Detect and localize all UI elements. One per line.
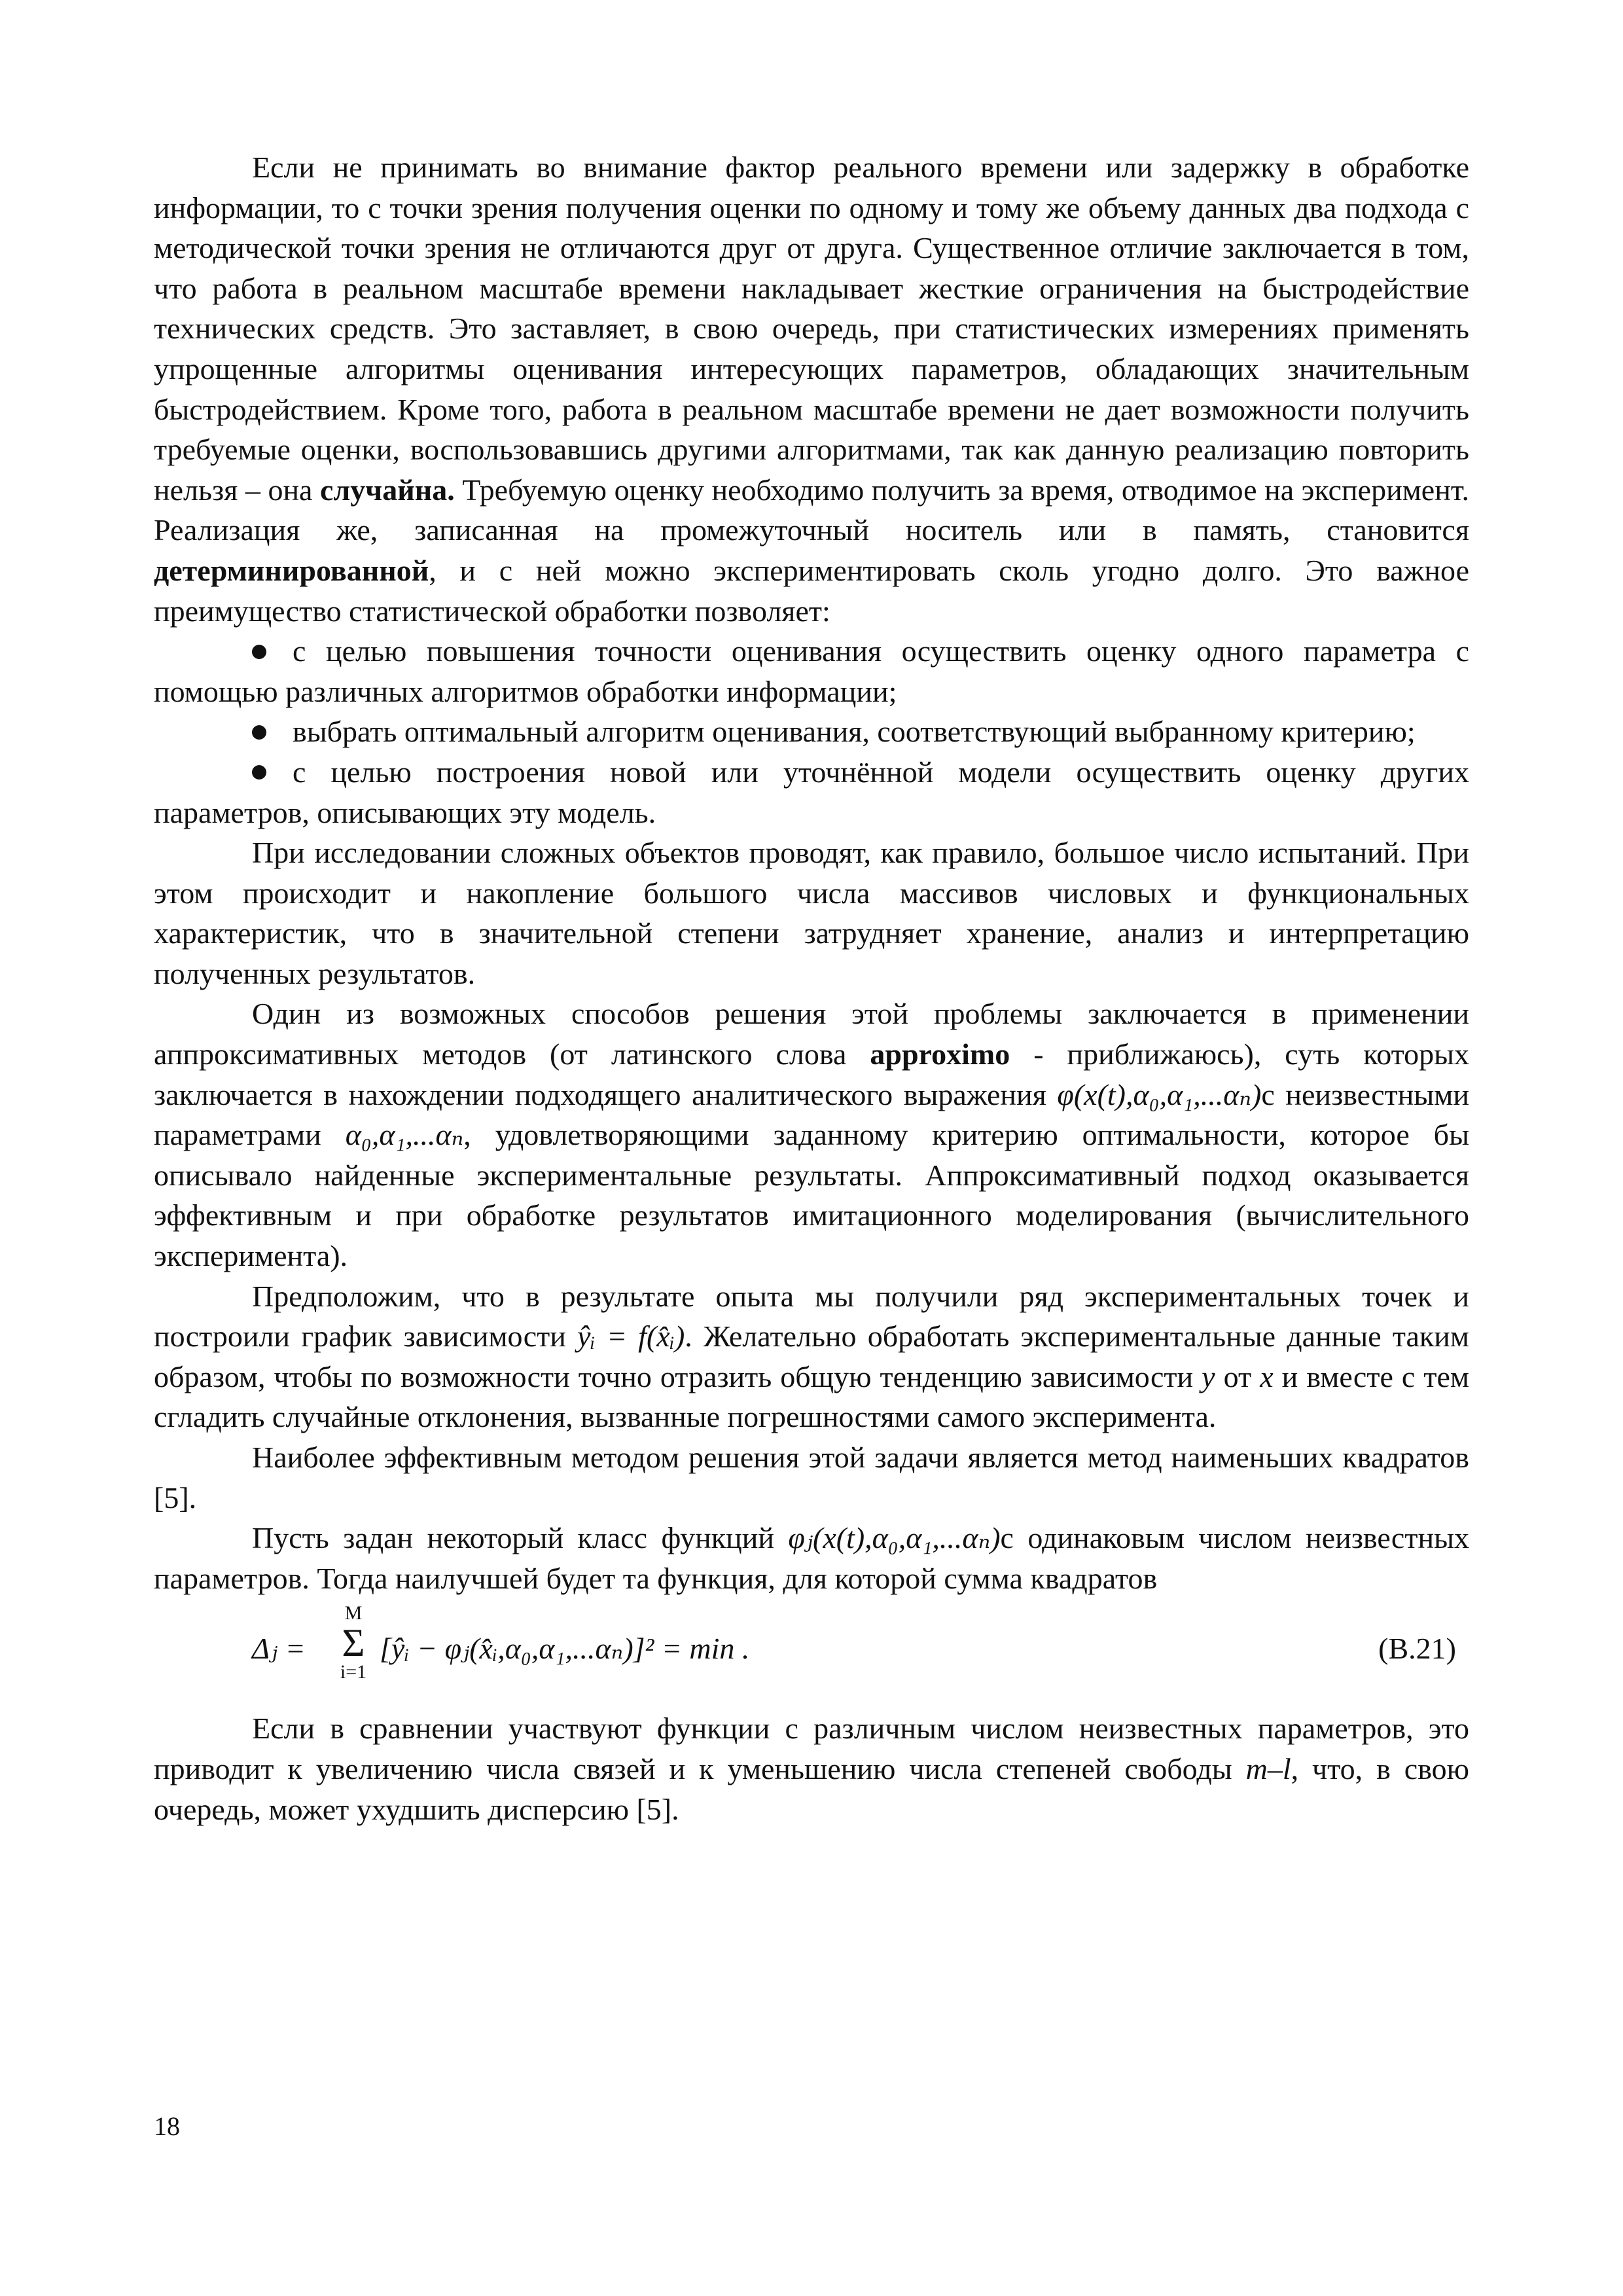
paragraph-4: Предположим, что в результате опыта мы получили ряд экспериментальных точек и построили график зависимости ŷᵢ = f(x̂ᵢ). Желательно обработать экспериментальные данные таким образом, чтобы по возможности точно отразить общую тенденцию зависимости y от x и вместе с тем сгладить случайные отклонения, вызванные погрешностями самого эксперимента. xyxy=(154,1279,1470,1434)
inline-formula-phi: φ(x(t),α₀,α₁,...αₙ) xyxy=(1057,1077,1262,1111)
var-x: x xyxy=(1260,1359,1274,1393)
inline-formula-y-f-x: ŷᵢ = f(x̂ᵢ) xyxy=(577,1319,685,1354)
bold-term-deterministic: детерминированной xyxy=(154,553,429,587)
bullet-icon xyxy=(252,725,266,740)
sigma-icon: Σ xyxy=(342,1621,365,1665)
paragraph-3: Один из возможных способов решения этой проблемы заключается в применении аппроксимативных методов (от латинского слова approximo - приближаюсь), суть которых заключается в нахождении подходящего аналитического выражения φ(x(t),α₀,α₁,...αₙ)с неизвестными параметрами α₀,α₁,...αₙ, удовлетворяющими заданному критерию оптимальности, которое бы описывало найденные экспериментальные результаты. Аппроксимативный подход оказывается эффективным и при обработке результатов имитационного моделирования (вычислительного эксперимента). xyxy=(154,997,1469,1273)
var-y: y xyxy=(1202,1359,1215,1393)
bullet-item-1: с целью повышения точности оценивания осуществить оценку одного параметра с помощью различных алгоритмов обработки информации; xyxy=(154,634,1469,708)
bullet-icon xyxy=(252,645,266,659)
display-formula-b21 xyxy=(154,1604,1469,1708)
bold-term-random: случайна. xyxy=(320,473,455,507)
paragraph-5: Наиболее эффективным методом решения этой задачи является метод наименьших квадратов [5]. xyxy=(154,1441,1469,1515)
page-body xyxy=(154,147,1469,1829)
sum-upper-limit: M xyxy=(344,1602,363,1624)
bullet-item-3: с целью построения новой или уточнённой модели осуществить оценку других параметров, описывающих эту модель. xyxy=(154,755,1469,829)
paragraph-7: Если в сравнении участвуют функции с различным числом неизвестных параметров, это приводит к увеличению числа связей и к уменьшению числа степеней свободы m–l, что, в свою очередь, может ухудшить дисперсию [5]. xyxy=(154,1712,1469,1826)
formula-lhs: Δⱼ = xyxy=(252,1632,306,1666)
paragraph-6: Пусть задан некоторый класс функций φⱼ(x(t),α₀,α₁,...αₙ)с одинаковым числом неизвестных параметров. Тогда наилучшей будет та функция, для которой сумма квадратов xyxy=(154,1521,1469,1595)
bullet-icon xyxy=(252,765,266,780)
inline-formula-phi-j: φⱼ(x(t),α₀,α₁,...αₙ) xyxy=(788,1521,1001,1555)
bullet-item-2: выбрать оптимальный алгоритм оценивания, соответствующий выбранному критерию; xyxy=(154,711,1469,752)
page-number: 18 xyxy=(154,2111,180,2141)
paragraph-2: При исследовании сложных объектов проводят, как правило, большое число испытаний. При этом происходит и накопление большого числа массивов числовых и функциональных характеристик, что в значительной степени затрудняет хранение, анализ и интерпретацию полученных результатов. xyxy=(154,836,1469,990)
sum-lower-limit: i=1 xyxy=(340,1661,367,1683)
inline-formula-alphas: α₀,α₁,...αₙ xyxy=(345,1118,464,1152)
bold-term-approximo: approximo xyxy=(870,1037,1010,1071)
equation-number: (В.21) xyxy=(1378,1632,1456,1666)
paragraph-1: Если не принимать во внимание фактор реального времени или задержку в обработке информации, то с точки зрения получения оценки по одному и тому же объему данных два подхода с методической точки зрения не отличаются друг от друга. Существенное отличие заключается в том, что работа в реальном масштабе времени накладывает жесткие ограничения на быстродействие технических средств. Это заставляет, в свою очередь, при статистических измерениях применять упрощенные алгоритмы оценивания интересующих параметров, обладающих значительным быстродействием. Кроме того, работа в реальном масштабе времени не дает возможности получить требуемые оценки, воспользовавшись другими алгоритмами, так как данную реализацию повторить нельзя – она случайна. Требуемую оценку необходимо получить за время, отводимое на эксперимент. Реализация же, записанная на промежуточный носитель или в память, становится детерминированной, и с ней можно экспериментировать сколь угодно долго. Это важное преимущество статистической обработки позволяет: xyxy=(154,151,1469,628)
formula-body: [ŷᵢ − φⱼ(x̂ᵢ,α₀,α₁,...αₙ)]² = min . xyxy=(380,1632,750,1666)
summation xyxy=(330,1604,376,1682)
inline-formula-m-l: m–l xyxy=(1245,1751,1291,1785)
